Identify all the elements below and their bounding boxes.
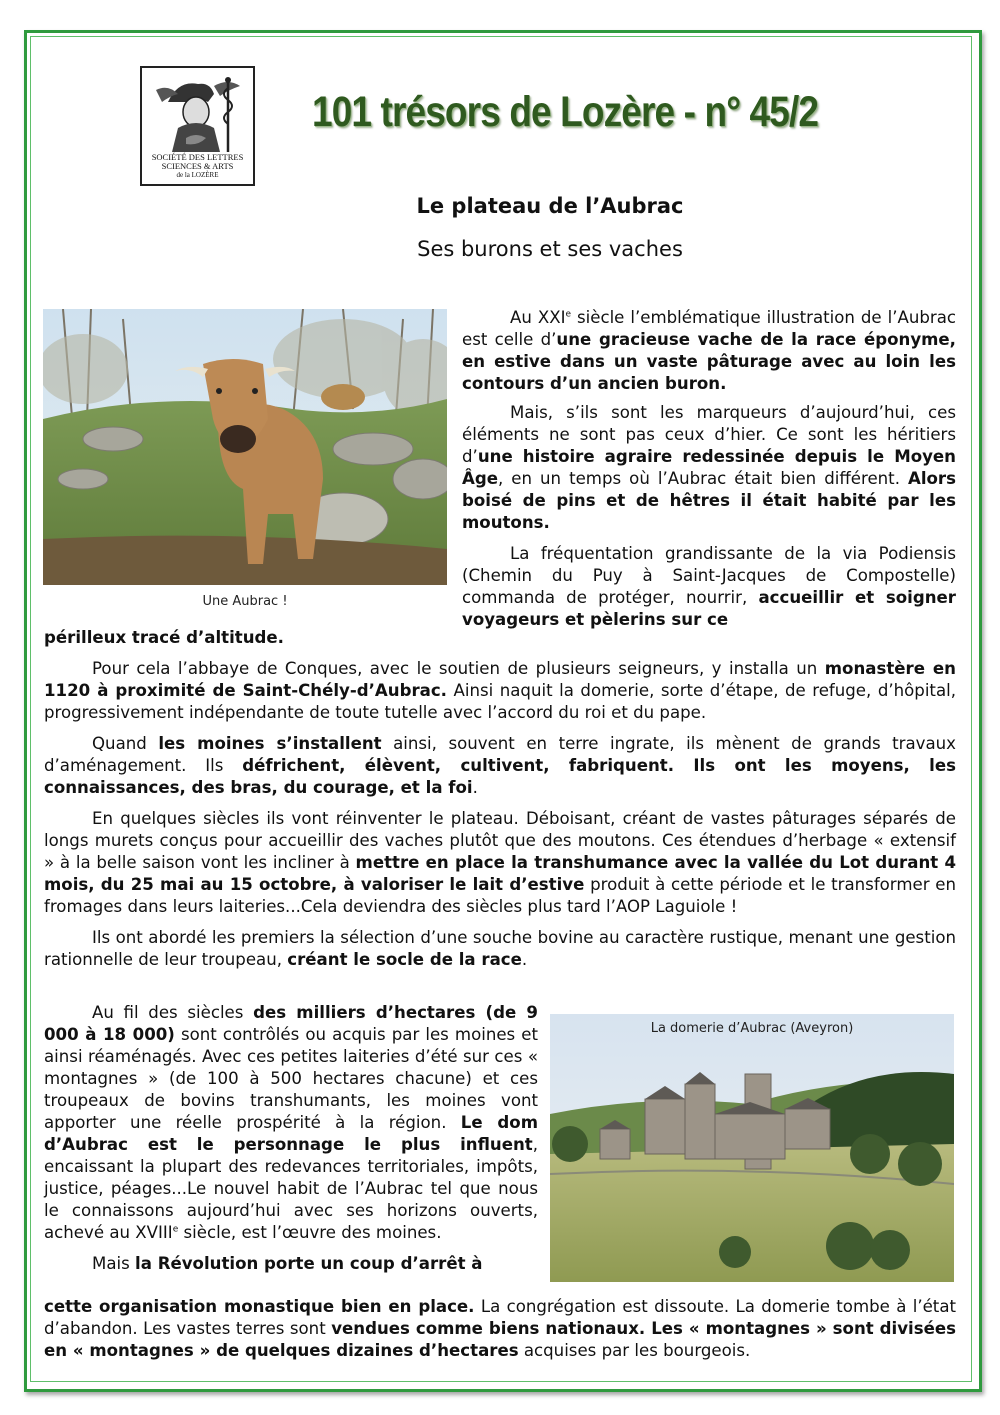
- society-logo: [140, 66, 255, 186]
- left-column-text: [44, 1002, 538, 1275]
- paragraph-5: Quand les moines s’installent ainsi, souvent en terre ingrate, ils mènent de grands travaux d’aménagement. Ils défrichent, élèvent, cultivent, fabriquent. Ils ont les moyens, les connaissances, des bras, du courage, et la foi.: [44, 734, 956, 797]
- cow-photo-caption: Une Aubrac !: [202, 594, 288, 609]
- article-title: Le plateau de l’Aubrac: [416, 194, 684, 218]
- paragraph-2: Mais, s’ils sont les marqueurs d’aujourd’hui, ces éléments ne sont pas ceux d’hier. Ce sont les héritiers d’une histoire agraire redessinée depuis le Moyen Âge, en un temps où l’Aubrac était bien différent. Alors boisé de pins et de hêtres il était habité par les moutons.: [462, 403, 956, 532]
- domerie-photo: [550, 1014, 954, 1282]
- paragraph-6: En quelques siècles ils vont réinventer le plateau. Déboisant, créant de vastes pâturages séparés de longs murets conçus pour accueillir des vaches plutôt que des moutons. Ces étendues d’herbage « extensif » à la belle saison vont les incliner à mettre en place la transhumance avec la vallée du Lot durant 4 mois, du 25 mai au 15 octobre, à valoriser le lait d’estive produit à cette période et le transformer en fromages dans leurs laiteries...Cela deviendra des siècles plus tard l’AOP Laguiole !: [44, 809, 957, 916]
- right-column-text: [462, 307, 956, 631]
- paragraph-3-end: périlleux tracé d’altitude.: [44, 628, 284, 647]
- paragraph-3: La fréquentation grandissante de la via Podiensis (Chemin du Puy à Saint-Jacques de Compostelle) commanda de protéger, nourrir, accueillir et soigner voyageurs et pèlerins sur ce: [462, 544, 956, 629]
- cow-photo: [43, 309, 447, 585]
- paragraph-9-end: cette organisation monastique bien en place. La congrégation est dissoute. La domerie tombe à l’état d’abandon. Les vastes terres sont vendues comme biens nationaux. Les « montagnes » sont divisées en « montagnes » de quelques dizaines d’hectares acquises par les bourgeois.: [44, 1297, 956, 1360]
- full-width-text: [44, 627, 956, 971]
- paragraph-4: Pour cela l’abbaye de Conques, avec le soutien de plusieurs seigneurs, y installa un monastère en 1120 à proximité de Saint-Chély-d’Aubrac. Ainsi naquit la domerie, sorte d’étape, de refuge, d’hôpital, progressivement indépendante de toute tutelle avec l’accord du roi et du pape.: [44, 659, 956, 722]
- logo-line-2: SCIENCES & ARTS: [161, 161, 234, 171]
- page-title: 101 trésors de Lozère - n° 45/2: [312, 88, 819, 136]
- paragraph-8: Au fil des siècles des milliers d’hectares (de 9 000 à 18 000) sont contrôlés ou acquis par les moines et ainsi réaménagés. Avec ces petites laiteries d’été sur ces « montagnes » (de 100 à 500 hectares chacune) et ces troupeaux de bovins transhumants, les moines vont apporter une réelle prospérité à la région. Le dom d’Aubrac est le personnage le plus influent, encaissant la plupart des redevances territoriales, impôts, justice, péages...Le nouvel habit de l’Aubrac tel que nous le connaissons aujourd’hui avec ses horizons ouverts, achevé au XVIIIe siècle, est l’œuvre des moines.: [44, 1003, 538, 1242]
- article-subtitle: Ses burons et ses vaches: [417, 237, 683, 261]
- paragraph-7: Ils ont abordé les premiers la sélection d’une souche bovine au caractère rustique, menant une gestion rationnelle de leur troupeau, créant le socle de la race.: [44, 928, 956, 969]
- hermes-emblem-icon: [148, 72, 248, 152]
- paragraph-1: Au XXIe siècle l’emblématique illustration de l’Aubrac est celle d’une gracieuse vache de la race éponyme, en estive dans un vaste pâturage avec au loin les contours d’un ancien buron.: [462, 308, 956, 393]
- logo-line-3: de la LOZÈRE: [176, 171, 219, 179]
- logo-text: [142, 153, 253, 180]
- paragraph-9: Mais la Révolution porte un coup d’arrêt à: [92, 1254, 483, 1273]
- logo-line-1: SOCIÉTÉ DES LETTRES: [151, 152, 244, 162]
- bottom-text: [44, 1296, 956, 1362]
- domerie-photo-caption: La domerie d’Aubrac (Aveyron): [650, 1021, 854, 1036]
